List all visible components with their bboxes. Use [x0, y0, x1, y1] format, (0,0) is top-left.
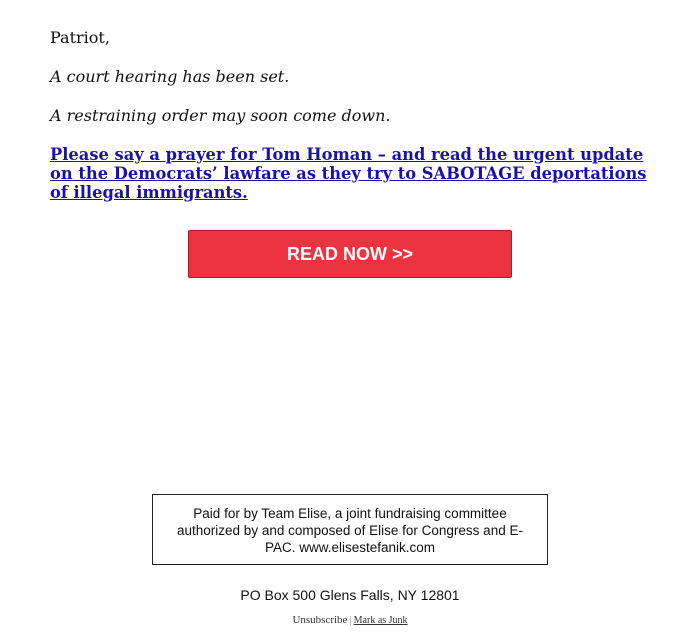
headline-link[interactable]: Please say a prayer for Tom Homan – and read the urgent update on the Democrats’ lawfare as they try to SABOTAGE deportations of illegal immigrants.: [50, 145, 647, 202]
disclaimer-text: Paid for by Team Elise, a joint fundraising committee authorized by and composed of Elise for Congress and E-PAC. www.elisestefanik.com: [177, 506, 523, 555]
paid-for-disclaimer-box: [152, 494, 548, 565]
greeting-text: Patriot,: [50, 28, 110, 47]
read-now-button[interactable]: READ NOW >>: [188, 230, 512, 278]
court-hearing-text: A court hearing has been set.: [50, 67, 290, 86]
restraining-order-text: A restraining order may soon come down.: [50, 106, 391, 125]
footer-links: [0, 614, 700, 626]
mailing-address: PO Box 500 Glens Falls, NY 12801: [240, 587, 460, 603]
link-separator: |: [349, 614, 352, 626]
unsubscribe-link[interactable]: Unsubscribe: [292, 614, 348, 626]
mark-as-junk-link[interactable]: Mark as Junk: [353, 615, 408, 626]
